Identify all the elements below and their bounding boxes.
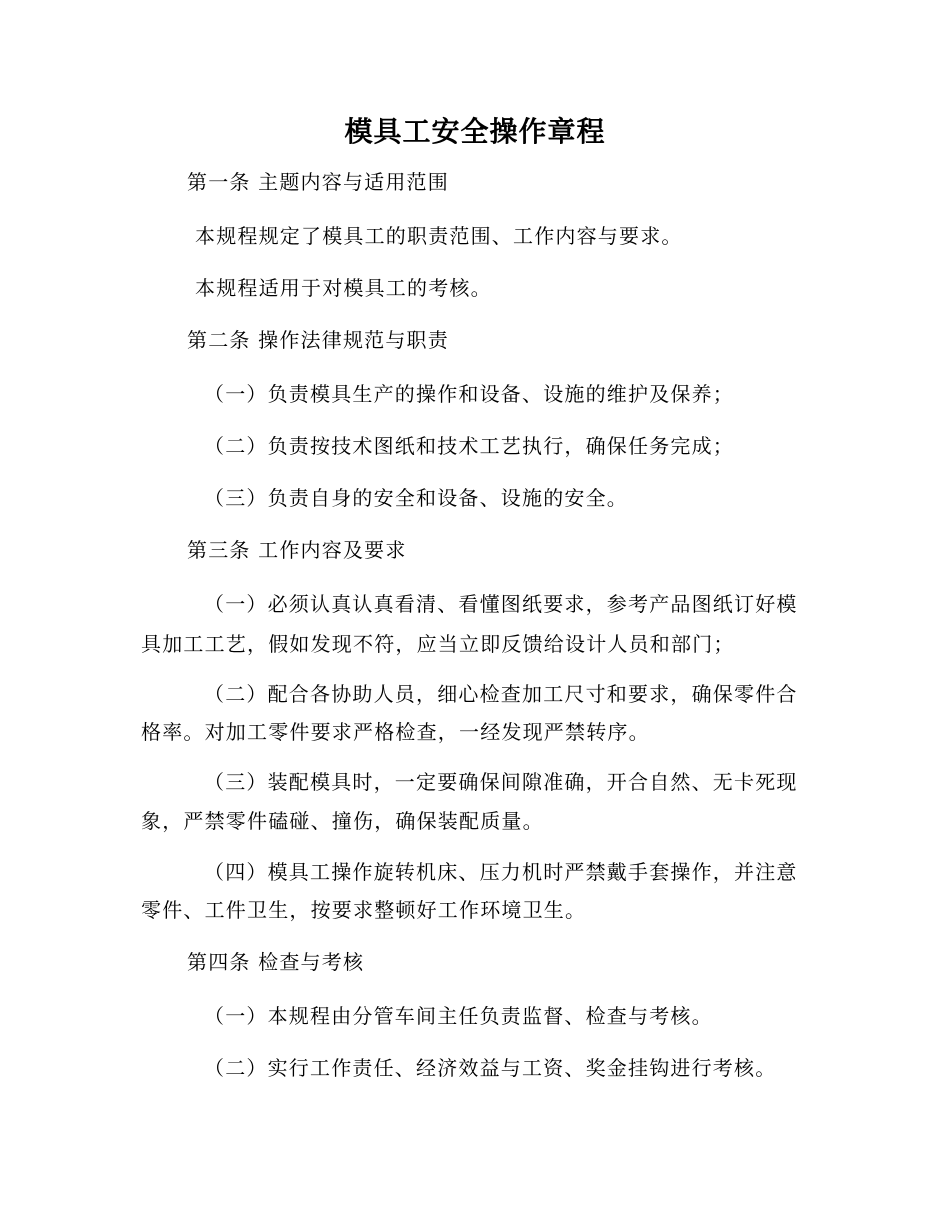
article-2-item-2: （二）负责按技术图纸和技术工艺执行，确保任务完成； [204, 434, 734, 458]
article-4-heading: 第四条 检查与考核 [187, 950, 365, 974]
article-3-item-4-line-1: （四）模具工操作旋转机床、压力机时严禁戴手套操作，并注意 [204, 860, 798, 884]
article-3-item-3-line-2: 象，严禁零件磕碰、撞伤，确保装配质量。 [141, 809, 544, 833]
document-title: 模具工安全操作章程 [344, 115, 606, 148]
article-3-heading: 第三条 工作内容及要求 [187, 538, 407, 562]
article-3-item-2-line-2: 格率。对加工零件要求严格检查，一经发现严禁转序。 [141, 720, 650, 744]
article-3-item-2-line-1: （二）配合各协助人员，细心检查加工尺寸和要求，确保零件合 [204, 682, 798, 706]
article-3-item-3-line-1: （三）装配模具时，一定要确保间隙准确，开合自然、无卡死现 [204, 770, 798, 794]
article-4-item-1: （一）本规程由分管车间主任负责监督、检查与考核。 [204, 1004, 713, 1028]
paragraph-scope: 本规程规定了模具工的职责范围、工作内容与要求。 [195, 224, 683, 248]
article-3-item-1-line-2: 具加工工艺，假如发现不符，应当立即反馈给设计人员和部门； [141, 632, 735, 656]
article-1-heading: 第一条 主题内容与适用范围 [187, 170, 449, 194]
article-3-item-4-line-2: 零件、工件卫生，按要求整顿好工作环境卫生。 [141, 898, 587, 922]
paragraph-applicability: 本规程适用于对模具工的考核。 [195, 276, 492, 300]
article-2-item-1: （一）负责模具生产的操作和设备、设施的维护及保养； [204, 382, 734, 406]
article-4-item-2: （二）实行工作责任、经济效益与工资、奖金挂钩进行考核。 [204, 1056, 777, 1080]
article-2-heading: 第二条 操作法律规范与职责 [187, 328, 449, 352]
article-2-item-3: （三）负责自身的安全和设备、设施的安全。 [204, 486, 628, 510]
article-3-item-1-line-1: （一）必须认真认真看清、看懂图纸要求，参考产品图纸订好模 [204, 592, 798, 616]
